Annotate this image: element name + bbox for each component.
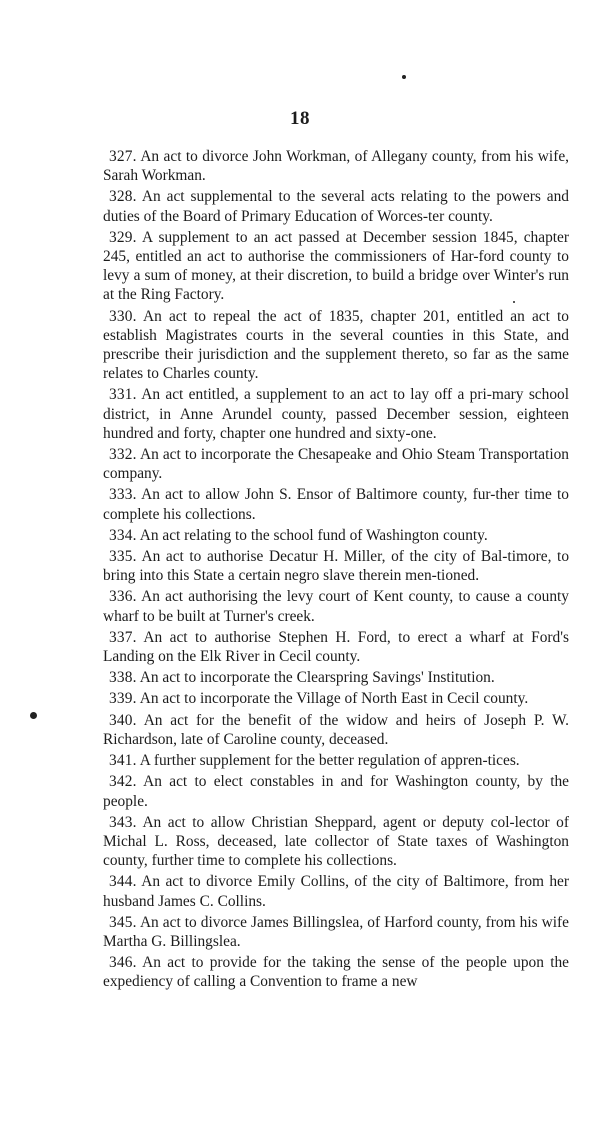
act-text: An act to authorise Stephen H. Ford, to erect a wharf at Ford's Landing on the Elk River in Cecil county. <box>103 628 570 666</box>
act-number: 328. <box>109 188 137 206</box>
entry-list <box>103 147 569 994</box>
act-number: 334. <box>109 526 137 544</box>
act-text: An act to divorce Emily Collins, of the city of Baltimore, from her husband James C. Collins. <box>103 873 570 910</box>
act-entry <box>103 689 569 708</box>
act-text: An act supplemental to the several acts relating to the powers and duties of the Board of Primary Education of Worces-ter county. <box>103 188 570 225</box>
act-entry <box>103 547 569 585</box>
act-number: 336. <box>109 588 137 606</box>
act-number: 332. <box>109 446 137 464</box>
act-text: An act to elect constables in and for Washington county, by the people. <box>103 773 570 810</box>
act-entry <box>103 485 569 523</box>
act-number: 333. <box>109 486 137 504</box>
act-number: 342. <box>109 773 137 791</box>
act-entry <box>103 772 569 810</box>
act-text: An act for the benefit of the widow and heirs of Joseph P. W. Richardson, late of Caroline county, deceased. <box>103 711 569 748</box>
act-number: 327. <box>109 148 137 165</box>
act-number: 339. <box>109 690 137 708</box>
act-entry <box>103 711 569 749</box>
act-number: 344. <box>109 873 137 891</box>
act-entry <box>103 526 569 545</box>
act-text: An act relating to the school fund of Washington county. <box>139 526 488 544</box>
act-entry <box>103 628 569 666</box>
act-entry <box>103 147 569 185</box>
act-text: An act to divorce John Workman, of Allegany county, from his wife, Sarah Workman. <box>103 148 569 185</box>
act-entry <box>103 587 569 625</box>
act-text: An act to incorporate the Village of North East in Cecil county. <box>139 690 529 708</box>
act-entry <box>103 228 569 305</box>
act-entry <box>103 913 569 951</box>
act-entry <box>103 751 569 770</box>
act-number: 331. <box>109 386 137 404</box>
act-text: An act to authorise Decatur H. Miller, of the city of Bal-timore, to bring into this State a certain negro slave therein men-tioned. <box>103 548 570 585</box>
page-number: 18 <box>290 108 310 129</box>
act-text: A further supplement for the better regulation of appren-tices. <box>139 752 520 770</box>
act-text: An act to allow Christian Sheppard, agent or deputy col-lector of Michal L. Ross, deceased, late collector of State taxes of Washington county, further time to complete his collections. <box>103 813 569 870</box>
act-number: 335. <box>109 548 137 566</box>
act-text: An act to repeal the act of 1835, chapter 201, entitled an act to establish Magistrates courts in the several counties in this State, and prescribe their jurisdiction and the supplement thereto, so far as the same relates to Charles county. <box>103 307 569 383</box>
act-text: An act to incorporate the Chesapeake and Ohio Steam Transportation company. <box>103 446 570 483</box>
act-entry <box>103 953 569 991</box>
act-entry <box>103 385 569 443</box>
act-text: An act to provide for the taking the sense of the people upon the expediency of calling a Convention to frame a new <box>103 954 569 991</box>
act-number: 338. <box>109 669 137 687</box>
act-text: An act to divorce James Billingslea, of Harford county, from his wife Martha G. Billingslea. <box>103 913 569 950</box>
act-number: 330. <box>109 307 137 325</box>
ink-speck <box>402 75 406 79</box>
ink-speck <box>30 712 37 719</box>
act-entry <box>103 307 569 384</box>
act-entry <box>103 187 569 225</box>
act-number: 337. <box>109 628 137 646</box>
act-number: 345. <box>109 913 137 931</box>
act-entry <box>103 445 569 483</box>
act-number: 341. <box>109 752 137 770</box>
act-entry <box>103 872 569 910</box>
act-text: A supplement to an act passed at December session 1845, chapter 245, entitled an act to authorise the commissioners of Har-ford county to levy a sum of money, at their discretion, to build a bridge over Winter's run at the Ring Factory. <box>103 228 569 304</box>
act-number: 329. <box>109 228 137 246</box>
act-text: An act to allow John S. Ensor of Baltimore county, fur-ther time to complete his collections. <box>103 486 569 523</box>
act-entry <box>103 813 569 871</box>
act-text: An act to incorporate the Clearspring Savings' Institution. <box>139 669 495 687</box>
act-number: 343. <box>109 813 137 831</box>
act-number: 340. <box>109 711 137 729</box>
act-text: An act entitled, a supplement to an act to lay off a pri-mary school district, in Anne Arundel county, passed December session, eighteen hundred and forty, chapter one hundred and sixty-one. <box>103 386 570 442</box>
act-text: An act authorising the levy court of Kent county, to cause a county wharf to be built at Turner's creek. <box>103 588 570 625</box>
act-number: 346. <box>109 954 137 972</box>
act-entry <box>103 668 569 687</box>
